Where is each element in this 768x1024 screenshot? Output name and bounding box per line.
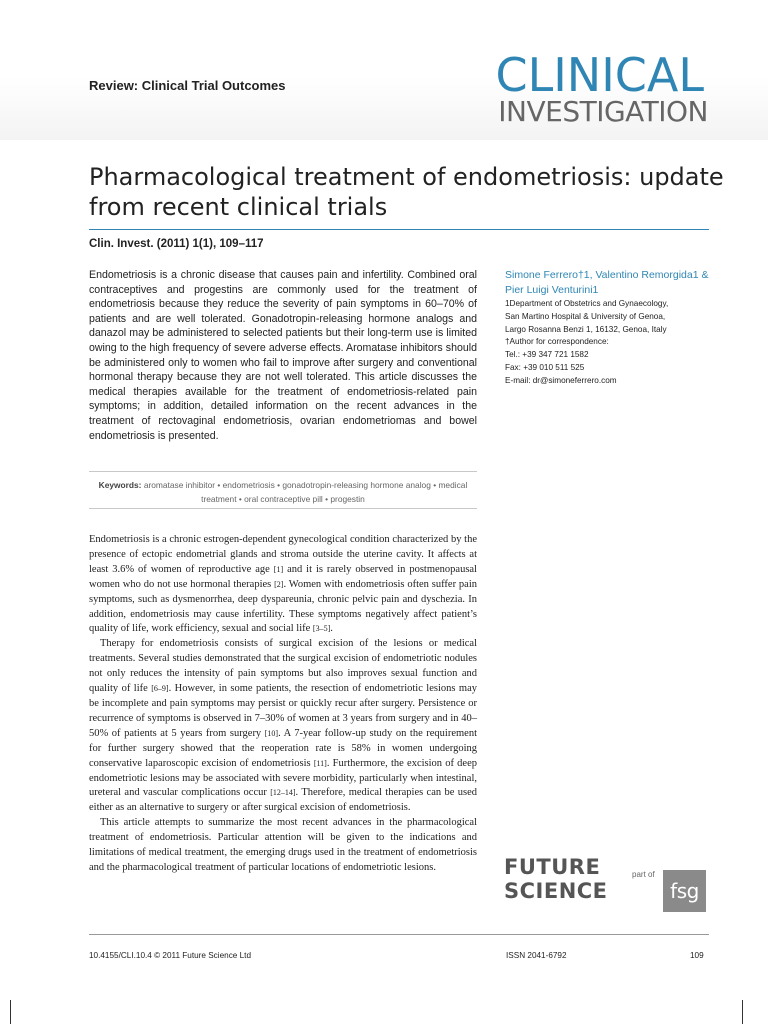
page-number: 109 bbox=[690, 951, 704, 960]
affiliation-line: 1Department of Obstetrics and Gynaecology, bbox=[505, 299, 669, 308]
footer-rule bbox=[89, 934, 709, 935]
title-divider bbox=[89, 229, 709, 230]
body-text-segment: Therapy for endometriosis consists of surgical excision of the lesions or medical treatments. Several studies demonstrated that the surgical excision of endometriotic nodules not only reduces the intensity of pain symptoms but also improves sexual function and quality of life bbox=[89, 638, 477, 695]
reference-marker: [3–5] bbox=[312, 624, 331, 634]
body-text-segment: . bbox=[330, 623, 333, 635]
reference-marker: [12–14] bbox=[270, 788, 296, 798]
affiliation-line: Fax: +39 010 511 525 bbox=[505, 362, 585, 372]
doi-copyright: 10.4155/CLI.10.4 © 2011 Future Science Ltd bbox=[89, 951, 252, 960]
keywords-list: aromatase inhibitor • endometriosis • gonadotropin-releasing hormone analog • medical treatment • oral contraceptive pill • progestin bbox=[143, 480, 468, 504]
affiliation-line: San Martino Hospital & University of Genoa, bbox=[505, 311, 666, 321]
body-paragraph bbox=[89, 637, 477, 816]
keywords bbox=[89, 478, 477, 506]
body-text-segment: . A 7-year follow-up study on the requirement for further surgery showed that the reoperation rate is 58% in women undergoing conservative laparoscopic excision of endometriosis bbox=[89, 727, 478, 769]
affiliation-line: Tel.: +39 347 721 1582 bbox=[505, 350, 589, 360]
crop-mark bbox=[10, 1000, 11, 1024]
body-text-segment: Endometriosis is a chronic estrogen-dependent gynecological condition characterized by the presence of ectopic endometrial glands and stroma outside the uterine cavity. It affects at least 3.6% of women of reproductive age bbox=[89, 534, 477, 575]
future-science-logo-line: FUTURE bbox=[504, 855, 601, 879]
body-text bbox=[89, 533, 477, 876]
affiliation-line: E-mail: dr@simoneferrero.com bbox=[505, 375, 617, 385]
keywords-label: Keywords: bbox=[98, 480, 142, 490]
body-paragraph bbox=[89, 533, 477, 637]
body-text-segment: This article attempts to summarize the most recent advances in the pharmacological treatment of endometriosis. Particular attention will be given to the indications and limitations of medical treatment, the emerging drugs used in the treatment of endometriosis and the pharmacological treatment of particular locations of endometriotic lesions. bbox=[89, 817, 477, 873]
body-paragraph bbox=[89, 816, 477, 876]
affiliation-line: Largo Rosanna Benzi 1, 16132, Genoa, Italy bbox=[505, 324, 667, 334]
affiliation bbox=[505, 298, 715, 388]
author-block bbox=[505, 268, 715, 388]
section-label: Review: Clinical Trial Outcomes bbox=[89, 78, 286, 93]
author-names: Simone Ferrero†1, Valentino Remorgida1 & Pier Luigi Venturini1 bbox=[505, 269, 709, 296]
part-of-label: part of bbox=[632, 870, 655, 879]
reference-marker: [6–9] bbox=[151, 684, 169, 694]
body-text-segment: . However, in some patients, the resection of endometriotic lesions may be incomplete and pain symptoms may persist or quickly recur after surgery. Persistence or recurrence of symptoms is observed in 7–30% of women at 3 years from surgery and in 40–50% of patients at 5 years from surgery bbox=[89, 683, 477, 739]
body-text-segment: and it is rarely observed in postmenopausal women who do not use hormonal therapies bbox=[89, 563, 477, 590]
future-science-logo-line: SCIENCE bbox=[504, 879, 608, 903]
reference-marker: [11] bbox=[313, 758, 327, 768]
keywords-rule-top bbox=[89, 471, 477, 472]
journal-logo-clinical: CLINICAL bbox=[495, 48, 704, 102]
reference-marker: [2] bbox=[274, 579, 284, 589]
fsg-logo: fsg bbox=[663, 870, 706, 912]
reference-marker: [10] bbox=[264, 728, 279, 738]
keywords-rule-bottom bbox=[89, 508, 477, 509]
body-text-segment: . Furthermore, the excision of deep endometriotic lesions may be associated with severe morbidity, particularly when intestinal, ureteral and vascular complications occur bbox=[89, 757, 478, 799]
citation: Clin. Invest. (2011) 1(1), 109–117 bbox=[89, 238, 264, 250]
reference-marker: [1] bbox=[273, 564, 284, 574]
journal-logo-investigation: INVESTIGATION bbox=[498, 95, 708, 128]
article-title: Pharmacological treatment of endometriosis: update from recent clinical trials bbox=[89, 163, 724, 221]
crop-mark bbox=[742, 1000, 743, 1024]
affiliation-line: †Author for correspondence: bbox=[505, 337, 609, 347]
abstract: Endometriosis is a chronic disease that causes pain and infertility. Combined oral contraceptives and progestins are commonly used for the treatment of endometriosis because they reduce the severity of pain symptoms in 60–70% of patients and are well tolerated. Gonadotropin-releasing hormone analogs and danazol may be administered to selected patients but their long-term use is limited owing to the high frequency of severe adverse effects. Aromatase inhibitors should be administered only to women who fail to improve after surgery and conventional hormonal therapy because they are not well tolerated. This article discusses the medical therapies available for the treatment of endometriosis-related pain symptoms; in addition, detailed information on the recent advances in the treatment of rectovaginal endometriosis, ovarian endometriomas and bowel endometriosis is presented. bbox=[89, 269, 477, 442]
body-text-segment: . Therefore, medical therapies can be used either as an alternative to surgery or after surgical excision of endometriosis. bbox=[89, 787, 477, 814]
issn: ISSN 2041-6792 bbox=[506, 951, 567, 960]
body-text-segment: . Women with endometriosis often suffer pain symptoms, such as dysmenorrhea, deep dyspareunia, chronic pelvic pain and dyschezia. In addition, endometriosis may cause infertility. These symptoms negatively affect patient’s quality of life, work efficiency, sexual and social life bbox=[89, 578, 478, 635]
future-science-logo bbox=[504, 855, 608, 903]
